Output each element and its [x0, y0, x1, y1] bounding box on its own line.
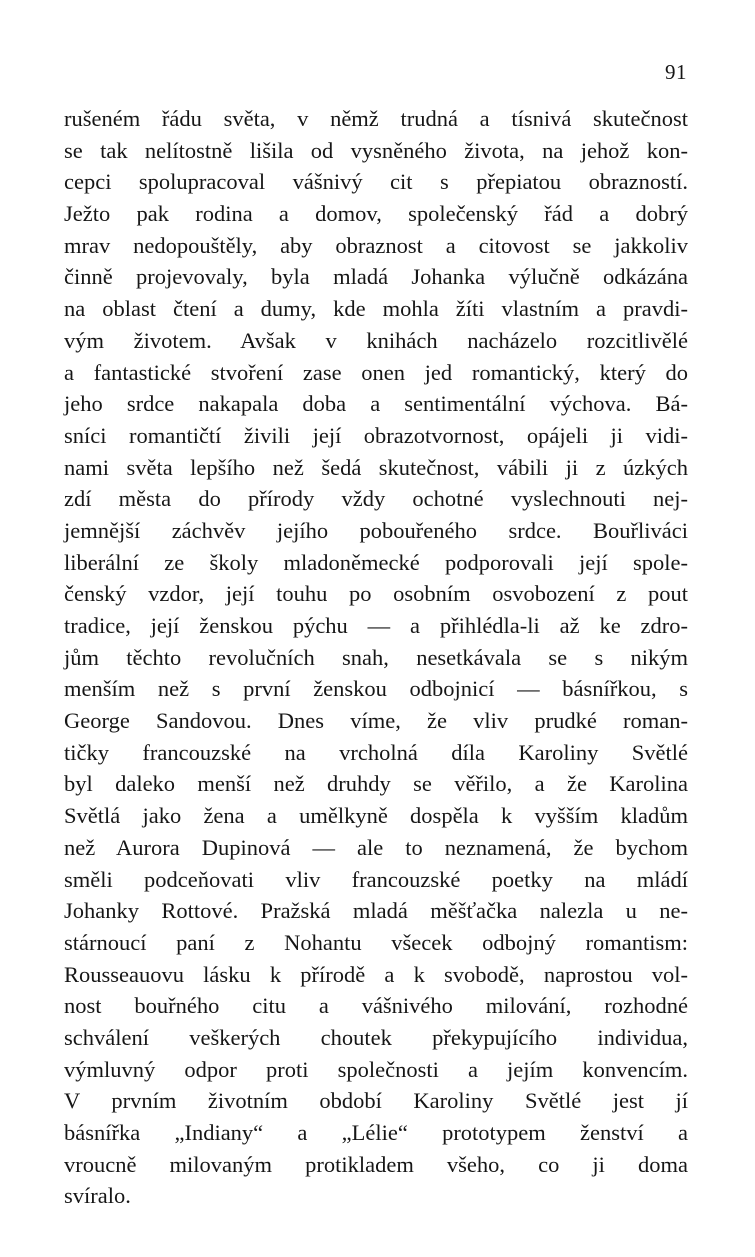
text-line: a fantastické stvoření zase onen jed romantický, který do: [64, 359, 688, 385]
text-line: se tak nelítostně lišila od vysněného života, na jehož kon-: [64, 137, 688, 163]
text-line: menším než s první ženskou odbojnicí — básnířkou, s: [64, 676, 688, 702]
text-line: stárnoucí paní z Nohantu všecek odbojný romantism:: [64, 929, 688, 955]
text-line: jům těchto revolučních snah, nesetkávala se s nikým: [64, 644, 688, 670]
body-text: [64, 103, 688, 1212]
text-line: George Sandovou. Dnes víme, že vliv prudké roman-: [64, 708, 688, 734]
text-line: básnířka „Indiany“ a „Lélie“ prototypem ženství a: [64, 1120, 688, 1145]
text-line: směli podceňovati vliv francouzské poetky na mládí: [64, 866, 688, 892]
text-line: nost bouřného citu a vášnivého milování, rozhodné: [64, 993, 688, 1019]
text-line: svíralo.: [64, 1183, 131, 1209]
text-line: činně projevovaly, byla mladá Johanka výlučně odkázána: [64, 264, 688, 290]
text-line: čenský vzdor, její touhu po osobním osvobození z pout: [64, 581, 688, 607]
text-line: vroucně milovaným protikladem všeho, co ji doma: [64, 1151, 688, 1177]
text-line: cepci spolupracoval vášnivý cit s přepiatou obrazností.: [64, 169, 688, 195]
text-line: Rousseauovu lásku k přírodě a k svobodě, naprostou vol-: [64, 961, 688, 987]
text-line: Johanky Rottové. Pražská mladá měšťačka nalezla u ne-: [64, 898, 688, 924]
text-line: než Aurora Dupinová — ale to neznamená, že bychom: [64, 834, 688, 860]
text-line: tradice, její ženskou pýchu — a přihlédla-li až ke zdro-: [64, 613, 688, 638]
text-line: Ježto pak rodina a domov, společenský řád a dobrý: [64, 201, 688, 227]
text-line: byl daleko menší než druhdy se věřilo, a že Karolina: [64, 771, 688, 797]
page-number: 91: [665, 60, 687, 84]
text-line: na oblast čtení a dumy, kde mohla žíti vlastním a pravdi-: [64, 296, 688, 322]
text-line: rušeném řádu světa, v němž trudná a tísnivá skutečnost: [64, 106, 688, 131]
text-line: tičky francouzské na vrcholná díla Karoliny Světlé: [64, 739, 688, 765]
text-line: Světlá jako žena a umělkyně dospěla k vyšším kladům: [64, 803, 688, 829]
text-line: mrav nedopouštěly, aby obraznost a citovost se jakkoliv: [64, 232, 688, 258]
text-line: V prvním životním období Karoliny Světlé jest jí: [64, 1088, 688, 1114]
text-line: zdí města do přírody vždy ochotné vyslechnouti nej-: [64, 486, 688, 512]
text-line: liberální ze školy mladoněmecké podporovali její spole-: [64, 549, 688, 575]
text-line: jeho srdce nakapala doba a sentimentální výchova. Bá-: [64, 391, 688, 417]
text-line: výmluvný odpor proti společnosti a jejím konvencím.: [64, 1056, 688, 1082]
text-line: schválení veškerých choutek překypujícího individua,: [64, 1024, 688, 1050]
text-line: vým životem. Avšak v knihách nacházelo rozcitlivělé: [64, 327, 688, 353]
text-line: nami světa lepšího než šedá skutečnost, vábili ji z úzkých: [64, 454, 688, 480]
text-line: jemnější záchvěv jejího pobouřeného srdce. Bouřliváci: [64, 517, 688, 543]
text-line: sníci romantičtí živili její obrazotvornost, opájeli ji vidi-: [64, 422, 688, 448]
